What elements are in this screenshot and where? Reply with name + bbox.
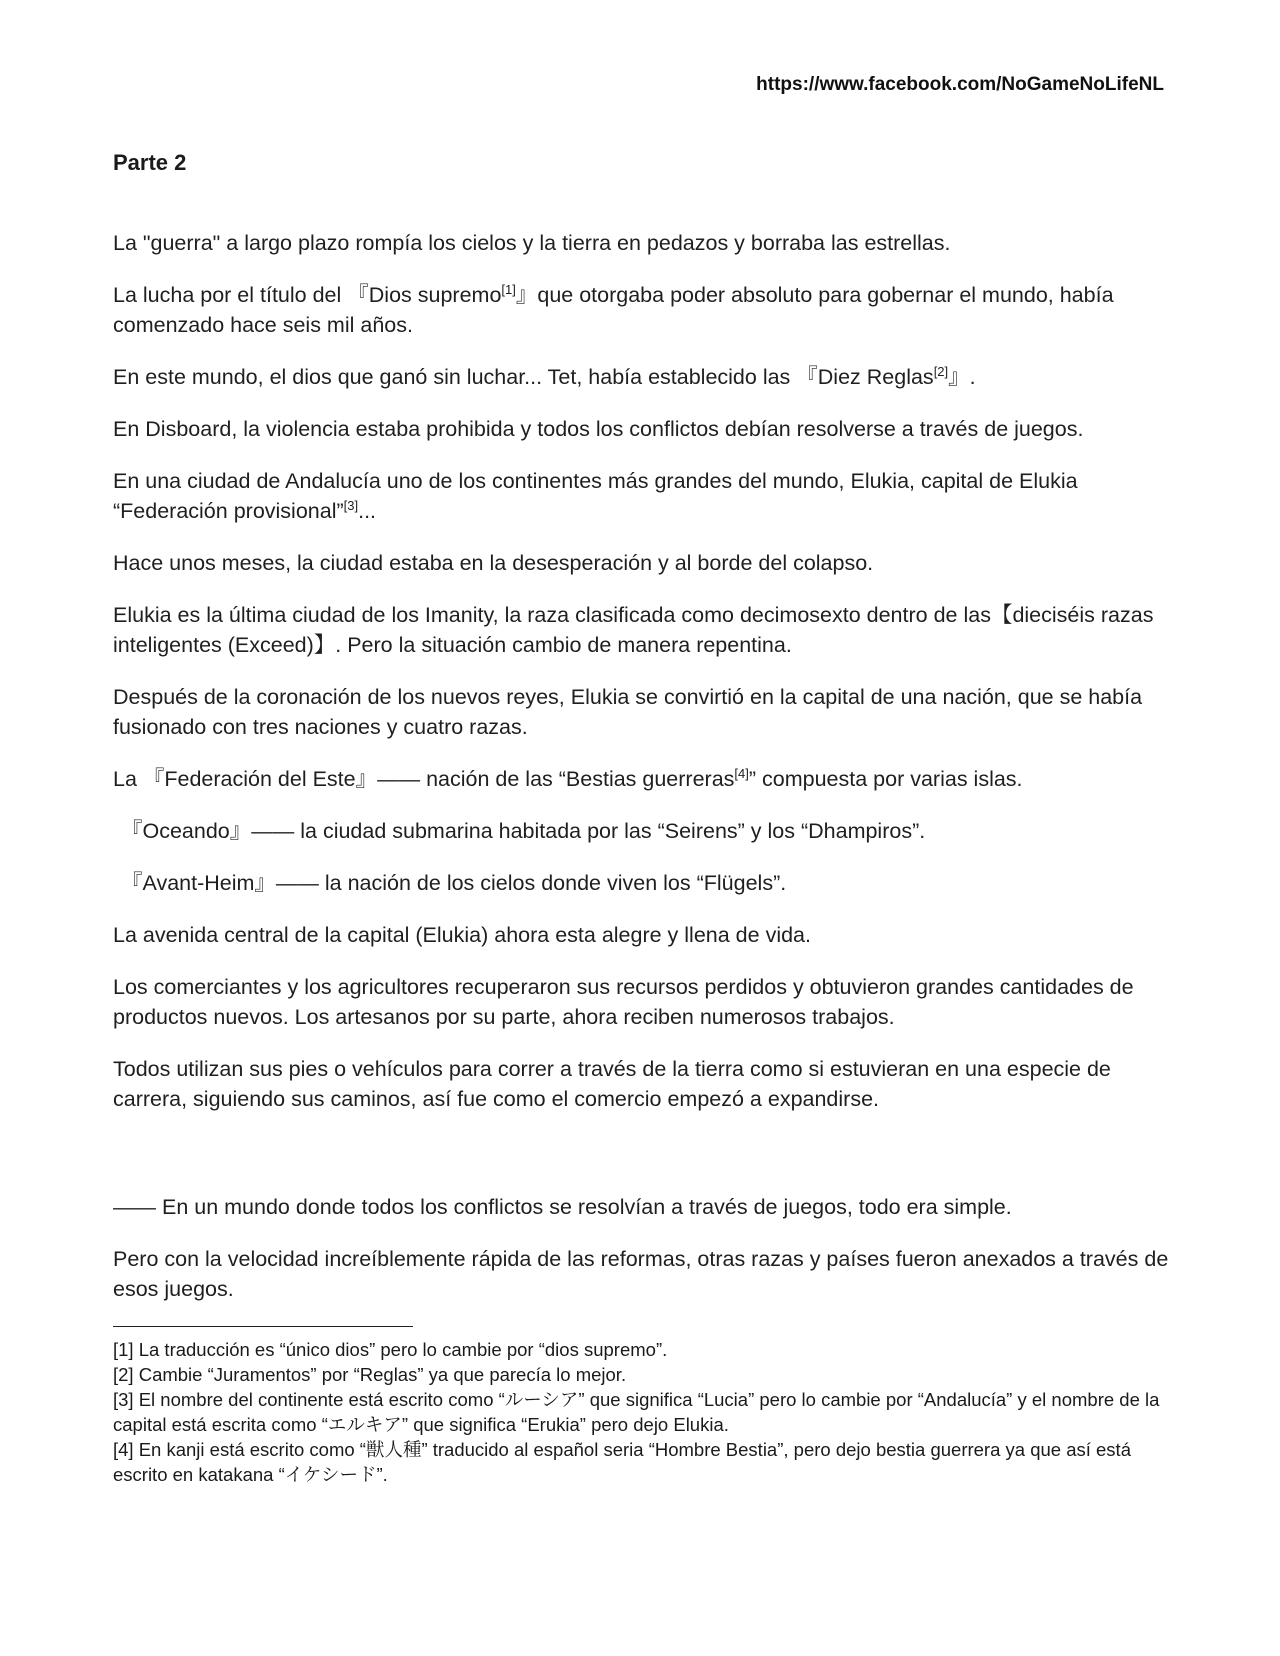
paragraph-list [113, 228, 1173, 1304]
paragraph [113, 362, 1173, 392]
paragraph [113, 682, 1173, 742]
paragraph-text: 『Avant-Heim』—— la nación de los cielos donde viven los “Flügels”. [121, 871, 787, 895]
section-spacer [113, 1136, 1173, 1192]
paragraph-text: 『Oceando』—— la ciudad submarina habitada por las “Seirens” y los “Dhampiros”. [121, 819, 926, 843]
part-title: Parte 2 [113, 150, 187, 175]
paragraph [113, 868, 1173, 898]
footnote-reference[interactable]: [3] [343, 497, 359, 513]
paragraph [113, 548, 1173, 578]
footnote: [4] En kanji está escrito como “獣人種” traducido al español seria “Hombre Bestia”, pero dejo bestia guerrera ya que así está escrito en katakana “イケシード”. [113, 1439, 1131, 1485]
paragraph-text: ” compuesta por varias islas. [748, 767, 1023, 791]
paragraph-text: Pero con la velocidad increíblemente rápida de las reformas, otras razas y países fueron anexados a través de esos juegos. [113, 1247, 1169, 1301]
footnote-reference[interactable]: [4] [734, 765, 749, 781]
footnote-reference[interactable]: [2] [933, 363, 949, 379]
footnote-divider [113, 1326, 413, 1327]
paragraph-text: En este mundo, el dios que ganó sin luchar... Tet, había establecido las 『Diez Reglas [113, 365, 934, 389]
paragraph-text: Los comerciantes y los agricultores recuperaron sus recursos perdidos y obtuvieron grandes cantidades de productos nuevos. Los artesanos por su parte, ahora reciben numerosos trabajos. [113, 975, 1134, 1029]
paragraph-text: 』. [948, 365, 976, 389]
paragraph [113, 764, 1173, 794]
paragraph [113, 1054, 1173, 1114]
header-url[interactable]: https://www.facebook.com/NoGameNoLifeNL [756, 74, 1164, 95]
paragraph [113, 414, 1173, 444]
paragraph-text: La 『Federación del Este』—— nación de las “Bestias guerreras [113, 767, 735, 791]
paragraph-text: —— En un mundo donde todos los conflictos se resolvían a través de juegos, todo era simple. [113, 1195, 1012, 1219]
paragraph [113, 816, 1173, 846]
paragraph [113, 1244, 1173, 1304]
paragraph-text: 』que otorgaba poder absoluto para gobernar el mundo, había comenzado hace seis mil años. [113, 283, 1114, 337]
paragraph-text: En una ciudad de Andalucía uno de los continentes más grandes del mundo, Elukia, capital de Elukia “Federación provisional” [113, 469, 1078, 523]
footnote: [3] El nombre del continente está escrito como “ルーシア” que significa “Lucia” pero lo cambie por “Andalucía” y el nombre de la capital está escrita como “エルキア” que significa “Erukia” pero dejo Elukia. [113, 1389, 1160, 1435]
paragraph-text: Después de la coronación de los nuevos reyes, Elukia se convirtió en la capital de una nación, que se había fusionado con tres naciones y cuatro razas. [113, 685, 1143, 739]
paragraph-text: La lucha por el título del 『Dios supremo [113, 283, 502, 307]
paragraph [113, 228, 1173, 258]
paragraph-text: Hace unos meses, la ciudad estaba en la desesperación y al borde del colapso. [113, 551, 874, 575]
paragraph [113, 972, 1173, 1032]
paragraph-text: ... [358, 499, 377, 523]
paragraph-text: Todos utilizan sus pies o vehículos para correr a través de la tierra como si estuvieran en una especie de carrera, siguiendo sus caminos, así fue como el comercio empezó a expandirse. [113, 1057, 1111, 1111]
footnote-reference[interactable]: [1] [501, 281, 516, 297]
paragraph [113, 600, 1173, 660]
paragraph-text: Elukia es la última ciudad de los Imanity, la raza clasificada como decimosexto dentro de las【dieciséis razas inteligentes (Exceed)】. Pero la situación cambio de manera repentina. [113, 603, 1154, 657]
paragraph [113, 466, 1173, 526]
paragraph-text: La "guerra" a largo plazo rompía los cielos y la tierra en pedazos y borraba las estrellas. [113, 231, 951, 255]
paragraph-text: La avenida central de la capital (Elukia) ahora esta alegre y llena de vida. [113, 923, 811, 947]
paragraph [113, 1192, 1173, 1222]
footnote: [2] Cambie “Juramentos” por “Reglas” ya que parecía lo mejor. [113, 1364, 627, 1385]
footnote: [1] La traducción es “único dios” pero lo cambie por “dios supremo”. [113, 1339, 668, 1360]
paragraph [113, 280, 1173, 340]
document-body [113, 148, 1173, 1487]
paragraph-text: En Disboard, la violencia estaba prohibida y todos los conflictos debían resolverse a través de juegos. [113, 417, 1084, 441]
paragraph [113, 920, 1173, 950]
footnote-list [113, 1337, 1173, 1487]
